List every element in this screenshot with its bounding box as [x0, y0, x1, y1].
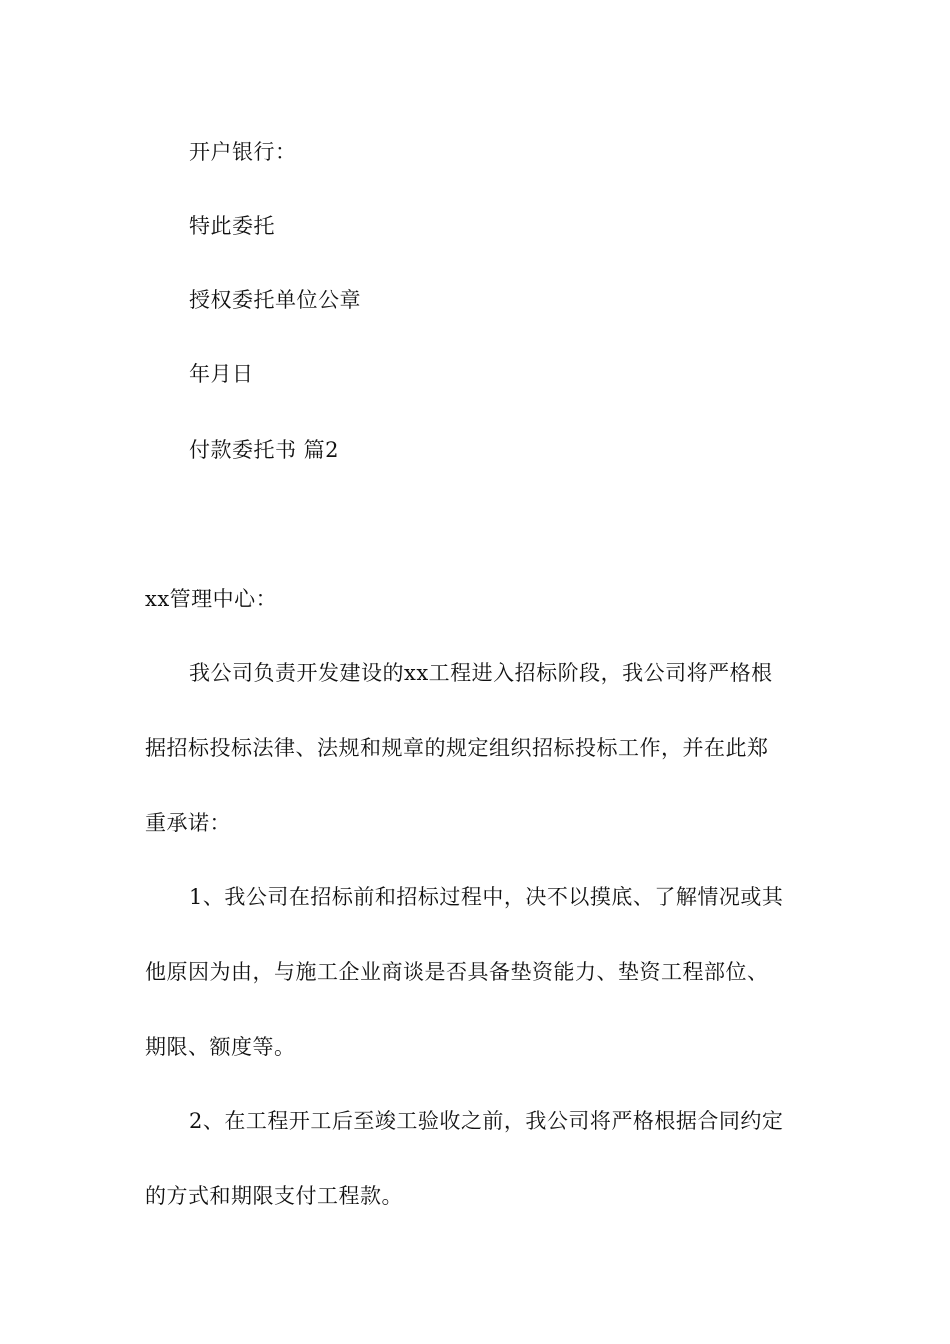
paragraph-line: 2、在工程开工后至竣工验收之前，我公司将严格根据合同约定: [189, 1109, 784, 1133]
paragraph-line: 的方式和期限支付工程款。: [145, 1184, 403, 1208]
entrust-statement: 特此委托: [189, 214, 275, 238]
paragraph-line: 期限、额度等。: [145, 1035, 296, 1059]
paragraph-line: 我公司负责开发建设的xx工程进入招标阶段，我公司将严格根: [189, 661, 773, 685]
paragraph-line: 据招标投标法律、法规和规章的规定组织招标投标工作，并在此郑: [145, 736, 769, 760]
addressee-line: xx管理中心：: [145, 587, 278, 611]
bank-account-line: 开户银行：: [189, 140, 297, 164]
seal-line: 授权委托单位公章: [189, 288, 361, 312]
paragraph-line: 他原因为由，与施工企业商谈是否具备垫资能力、垫资工程部位、: [145, 960, 769, 984]
paragraph-line: 重承诺：: [145, 811, 231, 835]
section-heading: 付款委托书 篇2: [189, 438, 340, 462]
paragraph-line: 1、我公司在招标前和招标过程中，决不以摸底、了解情况或其: [189, 885, 784, 909]
date-line: 年月日: [189, 362, 254, 386]
